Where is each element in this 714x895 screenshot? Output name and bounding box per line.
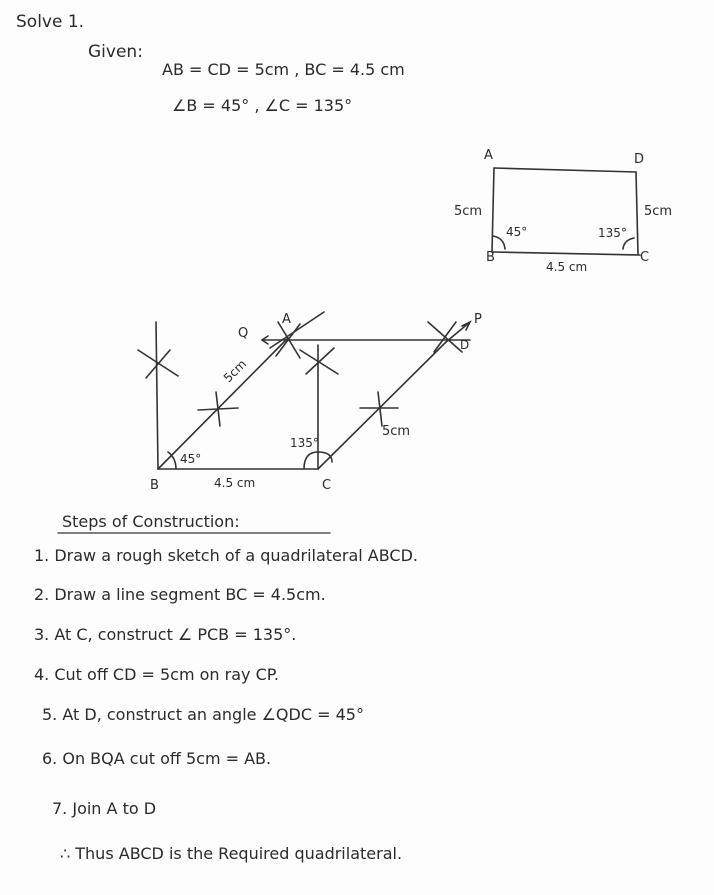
construct-label-C: C: [322, 478, 332, 493]
construct-label-angle-B: 45°: [180, 452, 202, 466]
given-label: Given:: [88, 42, 143, 62]
rough-label-angle-B: 45°: [506, 225, 528, 239]
construct-label-P: P: [474, 312, 482, 327]
step-7: 7. Join A to D: [52, 799, 157, 818]
construct-label-D: D: [460, 338, 470, 352]
rough-label-A: A: [484, 148, 493, 163]
step-4: 4. Cut off CD = 5cm on ray CP.: [34, 665, 280, 684]
rough-label-C: C: [640, 250, 650, 265]
construct-label-angle-C: 135°: [290, 436, 319, 450]
rough-label-AB: 5cm: [454, 204, 483, 219]
step-3: 3. At C, construct ∠ PCB = 135°.: [34, 625, 297, 644]
given-angles: ∠B = 45° , ∠C = 135°: [172, 96, 353, 115]
construct-label-BC: 4.5 cm: [214, 476, 256, 490]
steps-title: Steps of Construction:: [62, 512, 240, 531]
conclusion: ∴ Thus ABCD is the Required quadrilateral.: [60, 844, 403, 863]
construct-label-A: A: [282, 312, 291, 327]
rough-label-angle-C: 135°: [598, 226, 627, 240]
construct-label-B: B: [150, 478, 159, 493]
construct-label-AB: 5cm: [220, 356, 250, 386]
step-6: 6. On BQA cut off 5cm = AB.: [42, 749, 272, 768]
given-sides: AB = CD = 5cm , BC = 4.5 cm: [162, 60, 405, 79]
rough-label-D: D: [634, 152, 645, 167]
construct-label-CD: 5cm: [382, 424, 411, 439]
step-5: 5. At D, construct an angle ∠QDC = 45°: [42, 705, 364, 724]
construct-label-Q: Q: [238, 326, 249, 341]
solve-label: Solve 1.: [16, 12, 85, 32]
rough-label-BC: 4.5 cm: [546, 260, 588, 274]
rough-sketch-figure: [492, 168, 640, 255]
rough-label-B: B: [486, 250, 495, 265]
rough-label-CD: 5cm: [644, 204, 673, 219]
step-2: 2. Draw a line segment BC = 4.5cm.: [34, 585, 326, 604]
step-1: 1. Draw a rough sketch of a quadrilateral ABCD.: [34, 546, 419, 565]
